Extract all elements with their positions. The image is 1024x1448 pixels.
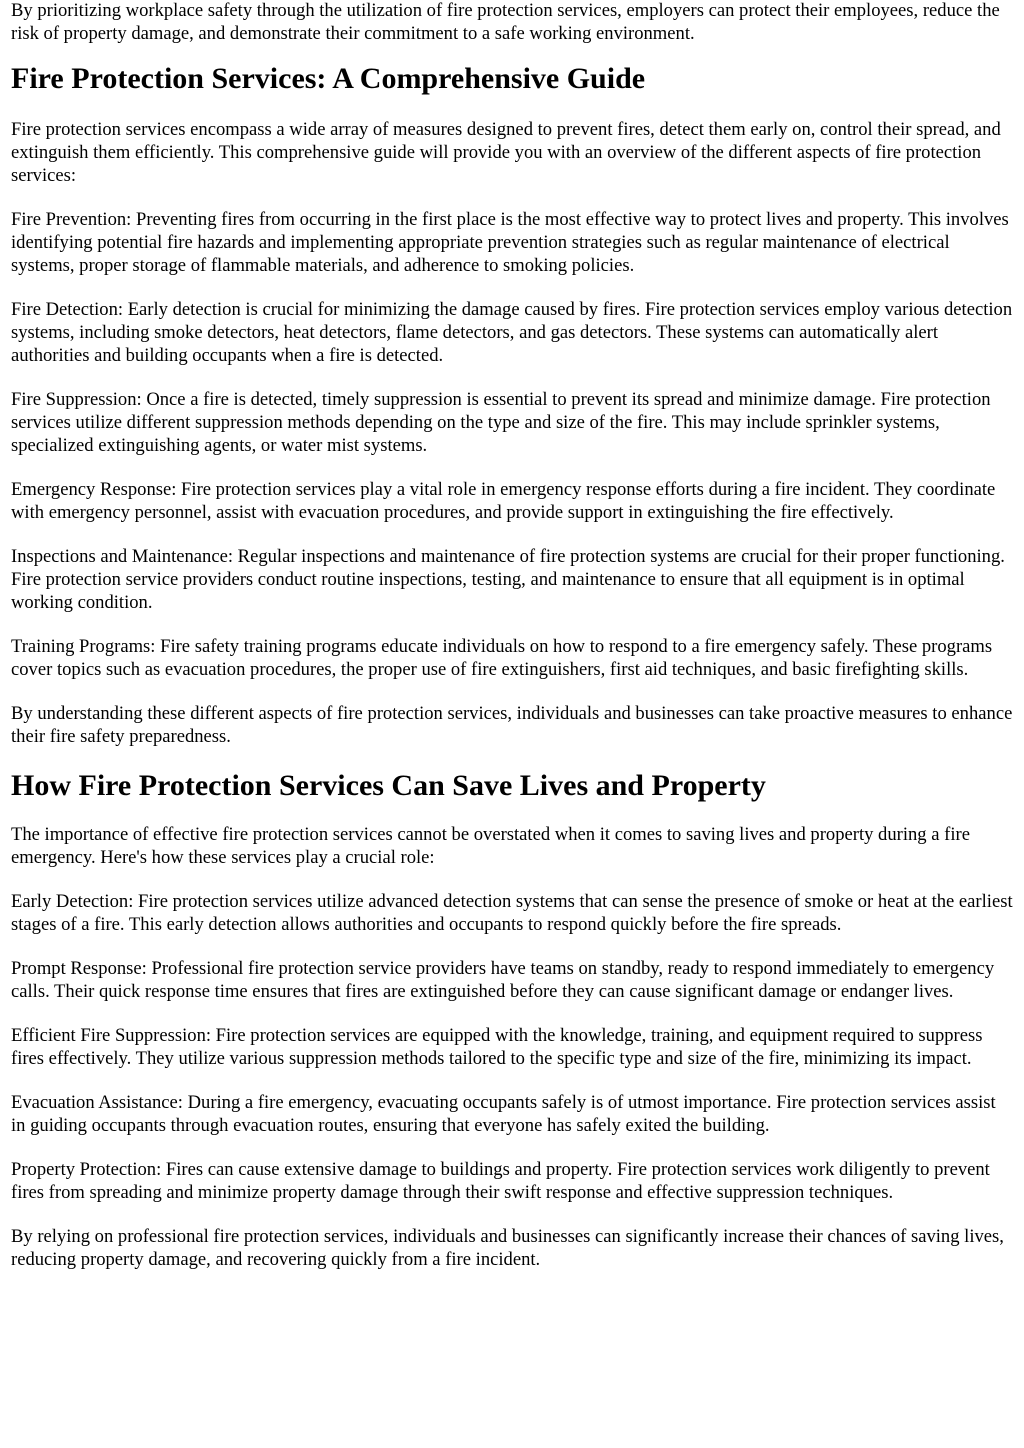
property-protection-paragraph: Property Protection: Fires can cause extensive damage to buildings and property. Fire protection services work diligently to prevent fires from spreading and minimize property damage through their swift response and effective suppression techniques.: [11, 1159, 990, 1203]
save-lives-conclusion-paragraph: By relying on professional fire protection services, individuals and businesses can significantly increase their chances of saving lives, reducing property damage, and recovering quickly from a fire incident.: [11, 1226, 1004, 1270]
fire-suppression-paragraph: Fire Suppression: Once a fire is detected, timely suppression is essential to prevent its spread and minimize damage. Fire protection services utilize different suppression methods depending on the type and size of the fire. This may include sprinkler systems, specialized extinguishing agents, or water mist systems.: [11, 389, 991, 456]
inspections-maintenance-paragraph: Inspections and Maintenance: Regular inspections and maintenance of fire protection systems are crucial for their proper functioning. Fire protection service providers conduct routine inspections, testing, and maintenance to ensure that all equipment is in optimal working condition.: [11, 546, 1005, 613]
early-detection-paragraph: Early Detection: Fire protection services utilize advanced detection systems that can sense the presence of smoke or heat at the earliest stages of a fire. This early detection allows authorities and occupants to respond quickly before the fire spreads.: [11, 891, 1013, 935]
fire-detection-paragraph: Fire Detection: Early detection is crucial for minimizing the damage caused by fires. Fire protection services employ various detection systems, including smoke detectors, heat detectors, flame detectors, and gas detectors. These systems can automatically alert authorities and building occupants when a fire is detected.: [11, 299, 1013, 366]
section-heading-comprehensive-guide: Fire Protection Services: A Comprehensive Guide: [11, 62, 646, 95]
prompt-response-paragraph: Prompt Response: Professional fire protection service providers have teams on standby, ready to respond immediately to emergency calls. Their quick response time ensures that fires are extinguished before they can cause significant damage or endanger lives.: [11, 958, 995, 1002]
efficient-suppression-paragraph: Efficient Fire Suppression: Fire protection services are equipped with the knowledge, training, and equipment required to suppress fires effectively. They utilize various suppression methods tailored to the specific type and size of the fire, minimizing its impact.: [11, 1025, 983, 1069]
guide-overview-paragraph: Fire protection services encompass a wide array of measures designed to prevent fires, detect them early on, control their spread, and extinguish them efficiently. This comprehensive guide will provide you with an overview of the different aspects of fire protection services:: [11, 119, 1001, 186]
section-heading-save-lives: How Fire Protection Services Can Save Lives and Property: [11, 769, 766, 802]
intro-paragraph: By prioritizing workplace safety through the utilization of fire protection services, employers can protect their employees, reduce the risk of property damage, and demonstrate their commitment to a safe working environment.: [11, 0, 1000, 44]
fire-prevention-paragraph: Fire Prevention: Preventing fires from occurring in the first place is the most effective way to protect lives and property. This involves identifying potential fire hazards and implementing appropriate prevention strategies such as regular maintenance of electrical systems, proper storage of flammable materials, and adherence to smoking policies.: [11, 209, 1009, 276]
save-lives-intro-paragraph: The importance of effective fire protection services cannot be overstated when it comes to saving lives and property during a fire emergency. Here's how these services play a crucial role:: [11, 824, 970, 868]
training-programs-paragraph: Training Programs: Fire safety training programs educate individuals on how to respond to a fire emergency safely. These programs cover topics such as evacuation procedures, the proper use of fire extinguishers, first aid techniques, and basic firefighting skills.: [11, 636, 993, 680]
evacuation-assistance-paragraph: Evacuation Assistance: During a fire emergency, evacuating occupants safely is of utmost importance. Fire protection services assist in guiding occupants through evacuation routes, ensuring that everyone has safely exited the building.: [11, 1092, 996, 1136]
guide-conclusion-paragraph: By understanding these different aspects of fire protection services, individuals and businesses can take proactive measures to enhance their fire safety preparedness.: [11, 703, 1013, 747]
emergency-response-paragraph: Emergency Response: Fire protection services play a vital role in emergency response efforts during a fire incident. They coordinate with emergency personnel, assist with evacuation procedures, and provide support in extinguishing the fire effectively.: [11, 479, 996, 523]
